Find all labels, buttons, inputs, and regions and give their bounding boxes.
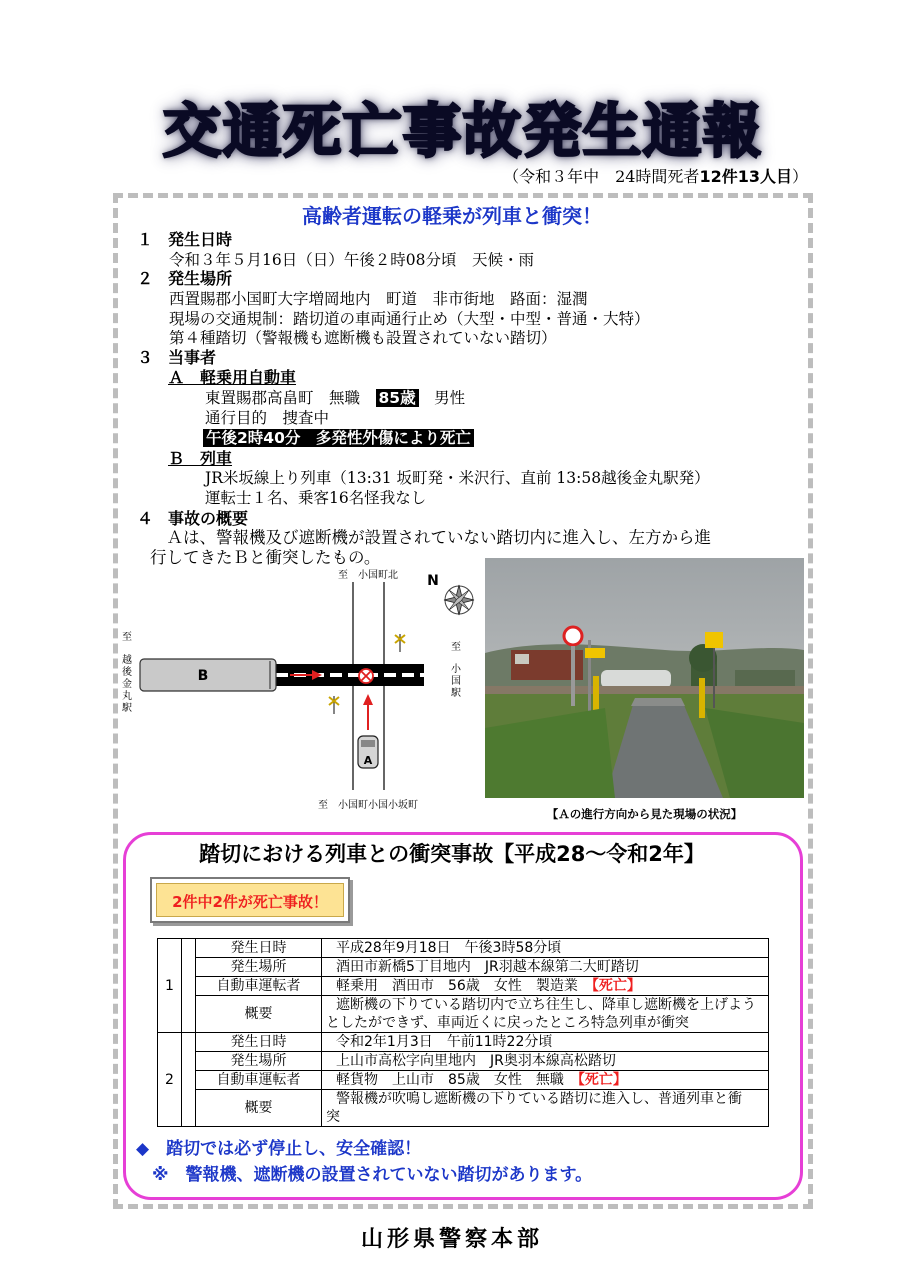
cell-value: 警報機が吹鳴し遮断機の下りている踏切に進入し、普通列車と衝 xyxy=(322,1090,769,1109)
panel-title: 踏切における列車との衝突事故【平成28～令和2年】 xyxy=(199,842,705,866)
table-row xyxy=(158,1033,769,1052)
cell-label: 発生日時 xyxy=(196,1033,322,1052)
party-b-title: Ｂ 列車 xyxy=(168,449,233,468)
summary-line-2: 行してきたＢと衝突したもの。 xyxy=(150,548,381,567)
crossing-sign-icon xyxy=(395,634,405,652)
accident-diagram xyxy=(118,568,478,818)
cell-value: 上山市高松字向里地内 JR奥羽本線高松踏切 xyxy=(322,1052,769,1071)
incident-headline: 高齢者運転の軽乗が列車と衝突！ xyxy=(302,204,602,228)
north-marker: N xyxy=(427,573,439,589)
warning-unguarded-crossings: ※ 警報機、遮断機の設置されていない踏切があります。 xyxy=(152,1165,593,1185)
svg-text:後: 後 xyxy=(122,667,132,678)
summary-line-1: Ａは、警報機及び遮断機が設置されていない踏切内に進入し、左方から進 xyxy=(150,528,711,547)
table-row xyxy=(158,1052,769,1071)
cell-label: 概要 xyxy=(196,996,322,1033)
car-a-icon xyxy=(358,736,378,768)
cell-label: 発生場所 xyxy=(196,958,322,977)
party-a-purpose: 通行目的 捜査中 xyxy=(205,409,330,427)
svg-text:駅: 駅 xyxy=(122,703,132,714)
svg-text:小: 小 xyxy=(451,664,461,675)
warning-stop-check: ◆ 踏切では必ず停止し、安全確認！ xyxy=(136,1139,422,1159)
section-1-title: 発生日時 xyxy=(168,230,233,249)
occurrence-datetime: 令和３年５月16日（日）午後２時08分頃 天候・雨 xyxy=(169,251,534,269)
death-count-badge xyxy=(150,877,350,923)
train-b-icon xyxy=(140,659,276,691)
cell-value: 酒田市新橋5丁目地内 JR羽越本線第二大町踏切 xyxy=(322,958,769,977)
svg-text:国: 国 xyxy=(451,676,461,687)
party-a-profile: 東置賜郡高畠町 無職 85歳 男性 xyxy=(205,389,466,407)
section-3-number: ３ xyxy=(137,348,154,367)
table-row xyxy=(158,977,769,996)
cell-value: 軽貨物 上山市 85歳 女性 無職 【死亡】 xyxy=(322,1071,769,1090)
section-2-number: ２ xyxy=(137,269,154,288)
table-row xyxy=(158,939,769,958)
table-row xyxy=(158,996,769,1015)
death-result: 【死亡】 xyxy=(591,978,641,994)
crossing-sign-icon xyxy=(329,696,339,714)
party-a-outcome: 午後2時40分 多発性外傷により死亡 xyxy=(203,428,474,448)
section-2-title: 発生場所 xyxy=(168,269,233,288)
location-line: 西置賜郡小国町大字増岡地内 町道 非市街地 路面：湿潤 xyxy=(169,290,588,308)
collision-point-icon xyxy=(359,669,373,683)
cell-value: 突 xyxy=(322,1108,769,1127)
compass-icon xyxy=(444,585,474,615)
section-4-title: 事故の概要 xyxy=(168,509,249,528)
crossing-type-line: 第４種踏切（警報機も遮断機も設置されていない踏切） xyxy=(169,329,557,347)
cell-value: 平成28年9月18日 午後3時58分頃 xyxy=(322,939,769,958)
fatality-stat-line: （令和３年中 24時間死者12件13人目） xyxy=(503,167,808,186)
east-direction-label xyxy=(450,641,462,699)
case-number: 1 xyxy=(158,939,182,1033)
table-row xyxy=(158,958,769,977)
svg-text:駅: 駅 xyxy=(451,688,461,699)
svg-text:至: 至 xyxy=(451,642,461,653)
past-cases-table xyxy=(157,938,769,1127)
svg-text:越: 越 xyxy=(122,655,132,666)
section-3-title: 当事者 xyxy=(168,348,217,367)
cell-value: としたができず、車両近くに戻ったところ特急列車が衝突 xyxy=(322,1014,769,1033)
party-b-train-info: JR米坂線上り列車（13:31 坂町発・米沢行、直前 13:58越後金丸駅発） xyxy=(205,469,710,487)
death-result: 【死亡】 xyxy=(577,1072,627,1088)
party-a-title: Ａ 軽乗用自動車 xyxy=(168,368,297,387)
cell-value: 遮断機の下りている踏切内で立ち往生し、降車し遮断機を上げよう xyxy=(322,996,769,1015)
svg-text:金: 金 xyxy=(122,679,132,690)
photo-caption: 【Ａの進行方向から見た現場の状況】 xyxy=(546,807,743,821)
car-label: A xyxy=(363,754,373,767)
traffic-regulation-line: 現場の交通規制：踏切道の車両通行止め（大型・中型・普通・大特） xyxy=(169,310,650,328)
cell-value: 軽乗用 酒田市 56歳 女性 製造業 【死亡】 xyxy=(322,977,769,996)
case-number: 2 xyxy=(158,1033,182,1127)
cell-label: 発生場所 xyxy=(196,1052,322,1071)
issuer-footer: 山形県警察本部 xyxy=(360,1226,543,1252)
south-direction-label: 至 小国町小国小坂町 xyxy=(318,800,418,811)
cell-label: 概要 xyxy=(196,1090,322,1127)
svg-text:丸: 丸 xyxy=(122,691,132,702)
party-a-age: 85歳 xyxy=(376,389,419,407)
section-1-number: １ xyxy=(137,230,154,249)
table-row xyxy=(158,1071,769,1090)
cell-label: 自動車運転者 xyxy=(196,1071,322,1090)
report-banner-title: 交通死亡事故発生通報 xyxy=(162,97,763,165)
party-b-crew: 運転士１名、乗客16名怪我なし xyxy=(205,489,427,507)
north-direction-label: 至 小国町北 xyxy=(338,570,398,581)
section-4-number: ４ xyxy=(137,509,154,528)
cell-value: 令和2年1月3日 午前11時22分頃 xyxy=(322,1033,769,1052)
cell-label: 発生日時 xyxy=(196,939,322,958)
scene-photo xyxy=(485,558,804,798)
table-row xyxy=(158,1090,769,1109)
svg-text:至: 至 xyxy=(122,632,132,643)
train-label: B xyxy=(197,668,209,684)
cell-label: 自動車運転者 xyxy=(196,977,322,996)
badge-text: 2件中2件が死亡事故！ xyxy=(156,883,344,917)
west-direction-label xyxy=(121,631,133,714)
